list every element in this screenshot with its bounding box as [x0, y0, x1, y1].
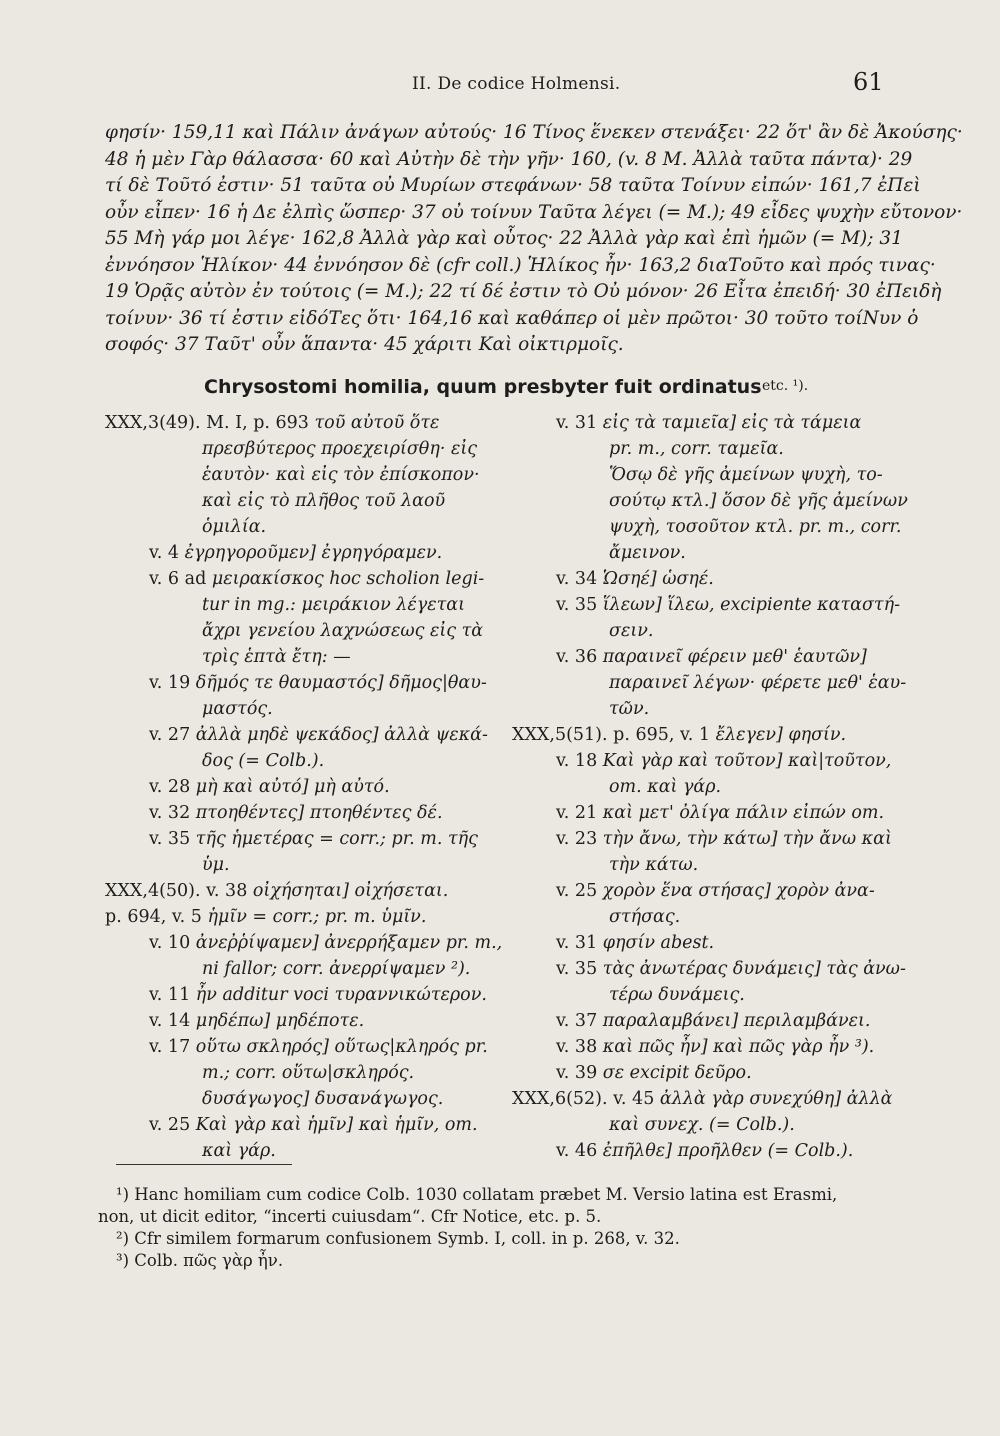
apparatus-entry	[512, 696, 912, 722]
entry-text: ἀλλὰ γὰρ συνεχύθη] ἀλλὰ	[654, 1089, 893, 1109]
paragraph-line: 48 ἡ μὲν Γὰρ θάλασσα· 60 καὶ Αὐτὴν δὲ τὴν γῆν· 160, (v. 8 M. Ἀλλὰ ταῦτα πάντα)· 29	[105, 148, 913, 170]
apparatus-entry	[105, 592, 505, 618]
entry-text: ἄχρι γενείου λαχνώσεως εἰς τὰ	[202, 621, 484, 641]
apparatus-entry	[512, 1086, 912, 1112]
apparatus-entry	[512, 436, 912, 462]
entry-text: παραλαμβάνει] περιλαμβάνει.	[597, 1011, 871, 1031]
entry-reference: p. 694, v. 5	[105, 907, 202, 927]
entry-reference: v. 25	[149, 1115, 191, 1135]
entry-reference: v. 10	[149, 933, 191, 953]
apparatus-entry	[512, 488, 912, 514]
apparatus-entry	[105, 1060, 505, 1086]
entry-reference: v. 14	[149, 1011, 191, 1031]
paragraph-line: οὖν εἶπεν· 16 ἡ Δε ἐλπὶς ὥσπερ· 37 οὐ τοίνυν Ταῦτα λέγει (= M.); 49 εἶδες ψυχὴν εὔτονον·	[105, 201, 963, 223]
entry-text: ψυχὴ, τοσοῦτον κτλ. pr. m., corr.	[609, 517, 902, 537]
entry-reference: v. 36	[556, 647, 598, 667]
entry-reference: v. 35	[149, 829, 191, 849]
footnote-line: non, ut dicit editor, “incerti cuiusdam“. Cfr Notice, etc. p. 5.	[98, 1207, 602, 1226]
top-paragraph	[105, 120, 963, 359]
entry-text: ἵλεων] ἵλεω, excipiente καταστή-	[597, 595, 900, 615]
apparatus-entry	[512, 982, 912, 1008]
apparatus-entry	[105, 930, 505, 956]
entry-text: pr. m., corr. ταμεῖα.	[609, 439, 784, 459]
entry-reference: v. 28	[149, 777, 191, 797]
apparatus-entry	[512, 826, 912, 852]
apparatus-entry	[105, 1138, 505, 1164]
entry-reference: v. 32	[149, 803, 191, 823]
apparatus-entry	[512, 956, 912, 982]
apparatus-entry	[105, 462, 505, 488]
footnote-line: ²) Cfr similem formarum confusionem Symb. I, coll. in p. 268, v. 32.	[116, 1229, 680, 1248]
right-column	[512, 410, 912, 1164]
entry-reference: v. 21	[556, 803, 598, 823]
apparatus-entry	[512, 722, 912, 748]
entry-text: σειν.	[609, 621, 654, 641]
entry-text: tur in mg.: μειράκιον λέγεται	[202, 595, 465, 615]
entry-text: δυσάγωγος] δυσανάγωγος.	[202, 1089, 444, 1109]
apparatus-entry	[105, 852, 505, 878]
paragraph-line: τί δὲ Τοῦτό ἐστιν· 51 ταῦτα οὐ Μυρίων στεφάνων· 58 ταῦτα Τοίνυν εἰπών· 161,7 ἐΠεὶ	[105, 175, 921, 196]
entry-text: ἐγρηγοροῦμεν] ἐγρηγόραμεν.	[179, 543, 443, 563]
entry-text: παραινεῖ φέρειν μεθ' ἑαυτῶν]	[597, 647, 867, 667]
entry-reference: v. 11	[149, 985, 191, 1005]
apparatus-entry	[105, 956, 505, 982]
apparatus-entry	[512, 930, 912, 956]
entry-text: καὶ μετ' ὀλίγα πάλιν εἰπών om.	[597, 803, 885, 823]
entry-text: μαστός.	[202, 699, 273, 719]
apparatus-entry	[105, 410, 505, 436]
apparatus-entry	[105, 566, 505, 592]
apparatus-entry	[512, 852, 912, 878]
apparatus-entry	[105, 696, 505, 722]
apparatus-entry	[512, 566, 912, 592]
apparatus-entry	[512, 540, 912, 566]
apparatus-entry	[105, 514, 505, 540]
entry-text: τὴν κάτω.	[609, 855, 699, 875]
entry-reference: v. 23	[556, 829, 598, 849]
entry-text: χορὸν ἕνα στήσας] χορὸν ἀνα-	[597, 881, 875, 901]
footnote-line: ¹) Hanc homiliam cum codice Colb. 1030 collatam præbet M. Versio latina est Erasmi,	[116, 1185, 838, 1204]
entry-reference: v. 37	[556, 1011, 598, 1031]
paragraph-line: 55 Μὴ γάρ μοι λέγε· 162,8 Ἀλλὰ γὰρ καὶ οὗτος· 22 Ἀλλὰ γὰρ καὶ ἐπὶ ἡμῶν (= M); 31	[105, 228, 903, 249]
apparatus-entry	[512, 592, 912, 618]
entry-text: ἡμῖν = corr.; pr. m. ὑμῖν.	[201, 907, 427, 927]
entry-text: τῶν.	[609, 699, 650, 719]
entry-text: ἑαυτὸν· καὶ εἰς τὸν ἐπίσκοπον·	[202, 465, 480, 485]
apparatus-entry	[512, 462, 912, 488]
entry-text: μηδέπω] μηδέποτε.	[190, 1011, 365, 1031]
entry-text: ἀνεῤῥίψαμεν] ἀνερρήξαμεν pr. m.,	[190, 933, 503, 953]
entry-reference: v. 46	[556, 1141, 598, 1161]
entry-reference: v. 17	[149, 1037, 191, 1057]
entry-text: σούτῳ κτλ.] ὅσον δὲ γῆς ἀμείνων	[609, 491, 908, 511]
entry-text: Ὡσηέ] ὡσηέ.	[597, 569, 714, 589]
apparatus-entry	[105, 878, 505, 904]
apparatus-entry	[105, 670, 505, 696]
entry-text: παραινεῖ λέγων· φέρετε μεθ' ἑαυ-	[609, 673, 907, 693]
apparatus-entry	[512, 410, 912, 436]
entry-text: m.; corr. οὕτω|σκληρός.	[202, 1063, 415, 1083]
entry-reference: v. 27	[149, 725, 191, 745]
paragraph-line: φησίν· 159,11 καὶ Πάλιν ἀνάγων αὐτούς· 16 Τίνος ἕνεκεν στενάξει· 22 ὅτ' ἂν δὲ Ἀκούσης·	[105, 122, 963, 143]
apparatus-entry	[105, 800, 505, 826]
apparatus-entry	[105, 618, 505, 644]
entry-text: μὴ καὶ αὐτό] μὴ αὐτό.	[190, 777, 390, 797]
entry-reference: XXX,3(49). M. I, p. 693	[105, 413, 309, 433]
entry-reference: v. 25	[556, 881, 598, 901]
entry-text: μειρακίσκος hoc scholion legi-	[206, 569, 485, 589]
paragraph-line: τοίνυν· 36 τί ἐστιν εἰδόΤες ὅτι· 164,16 καὶ καθάπερ οἱ μὲν πρῶτοι· 30 τοῦτο τοίΝυν ὁ	[105, 307, 919, 329]
apparatus-entry	[105, 826, 505, 852]
entry-text: τοῦ αὐτοῦ ὅτε	[308, 413, 440, 433]
apparatus-entry	[512, 904, 912, 930]
entry-text: δῆμός τε θαυμαστός] δῆμος|θαυ-	[190, 673, 487, 693]
apparatus-entry	[512, 514, 912, 540]
apparatus-entry	[105, 1112, 505, 1138]
apparatus-entry	[512, 1112, 912, 1138]
footnotes	[98, 1184, 916, 1272]
entry-text: ἦν additur voci τυραννικώτερον.	[190, 985, 487, 1005]
apparatus-entry	[105, 644, 505, 670]
entry-text: σε excipit δεῦρο.	[597, 1063, 752, 1083]
entry-text: Καὶ γὰρ καὶ τοῦτον] καὶ|τοῦτον,	[597, 751, 892, 771]
section-heading-etc: etc. ¹).	[762, 378, 809, 394]
entry-text: καὶ εἰς τὸ πλῆθος τοῦ λαοῦ	[202, 491, 446, 511]
entry-reference: v. 34	[556, 569, 598, 589]
running-title: II. De codice Holmensi.	[412, 74, 621, 94]
apparatus-entry	[512, 878, 912, 904]
apparatus-entry	[105, 1086, 505, 1112]
entry-text: στήσας.	[609, 907, 681, 927]
apparatus-entry	[512, 644, 912, 670]
apparatus-entry	[105, 540, 505, 566]
running-header	[0, 68, 1000, 98]
apparatus-entry	[105, 904, 505, 930]
entry-text: Ὅσῳ δὲ γῆς ἀμείνων ψυχὴ, το-	[609, 465, 883, 485]
paragraph-line: σοφός· 37 Ταῦτ' οὖν ἅπαντα· 45 χάριτι Καὶ οἰκτιρμοῖς.	[105, 334, 624, 355]
entry-text: Καὶ γὰρ καὶ ἡμῖν] καὶ ἡμῖν, om.	[190, 1115, 478, 1135]
entry-text: ἔλεγεν] φησίν.	[710, 725, 847, 745]
entry-reference: v. 6 ad	[149, 569, 207, 589]
apparatus-entry	[512, 1138, 912, 1164]
entry-text: πτοηθέντες] πτοηθέντες δέ.	[190, 803, 443, 823]
apparatus-entry	[512, 774, 912, 800]
apparatus-entry	[512, 670, 912, 696]
apparatus-entry	[105, 722, 505, 748]
entry-text: φησίν abest.	[597, 933, 715, 953]
entry-reference: v. 19	[149, 673, 191, 693]
section-heading-title: Chrysostomi homilia, quum presbyter fuit ordinatus	[204, 376, 762, 398]
apparatus-entry	[105, 748, 505, 774]
entry-text: τέρω δυνάμεις.	[609, 985, 745, 1005]
entry-reference: v. 38	[556, 1037, 598, 1057]
entry-reference: v. 31	[556, 933, 598, 953]
apparatus-entry	[512, 1060, 912, 1086]
entry-reference: v. 35	[556, 595, 598, 615]
apparatus-entry	[105, 774, 505, 800]
entry-reference: XXX,4(50). v. 38	[105, 881, 248, 901]
entry-text: οὕτω σκληρός] οὕτως|κληρός pr.	[190, 1037, 488, 1057]
entry-text: ὁμιλία.	[202, 517, 267, 537]
entry-text: δος (= Colb.).	[202, 751, 325, 771]
entry-text: ni fallor; corr. ἀνερρίψαμεν ²).	[202, 959, 471, 979]
apparatus-entry	[512, 618, 912, 644]
entry-text: καὶ πῶς ἦν] καὶ πῶς γὰρ ἦν ³).	[597, 1037, 875, 1057]
apparatus-entry	[105, 488, 505, 514]
footnote-line: ³) Colb. πῶς γὰρ ἦν.	[116, 1251, 284, 1270]
entry-reference: XXX,6(52). v. 45	[512, 1089, 655, 1109]
entry-text: τῆς ἡμετέρας = corr.; pr. m. τῆς	[190, 829, 478, 849]
paragraph-line: 19 Ὁρᾷς αὐτὸν ἐν τούτοις (= M.); 22 τί δέ ἐστιν τὸ Οὐ μόνον· 26 Εἶτα ἐπειδή· 30 ἐΠειδὴ	[105, 281, 942, 302]
paragraph-line: ἐννόησον Ἡλίκον· 44 ἐννόησον δὲ (cfr coll.) Ἡλίκος ἦν· 163,2 διαΤοῦτο καὶ πρός τινας·	[105, 254, 936, 276]
entry-text: τὴν ἄνω, τὴν κάτω] τὴν ἄνω καὶ	[597, 829, 892, 849]
entry-text: τὰς ἀνωτέρας δυνάμεις] τὰς ἀνω-	[597, 959, 906, 979]
entry-text: καὶ γάρ.	[202, 1141, 276, 1161]
entry-text: οἰχήσηται] οἰχήσεται.	[247, 881, 449, 901]
entry-reference: XXX,5(51). p. 695, v. 1	[512, 725, 711, 745]
apparatus-entry	[512, 1034, 912, 1060]
apparatus-entry	[512, 800, 912, 826]
entry-text: καὶ συνεχ. (= Colb.).	[609, 1115, 795, 1135]
entry-reference: v. 18	[556, 751, 598, 771]
entry-text: ὑμ.	[202, 855, 230, 875]
apparatus-entry	[105, 982, 505, 1008]
left-column	[105, 410, 505, 1164]
apparatus-entry	[512, 748, 912, 774]
entry-text: πρεσβύτερος προεχειρίσθη· εἰς	[202, 439, 478, 459]
apparatus-entry	[105, 1034, 505, 1060]
footnote-rule	[116, 1164, 292, 1165]
entry-reference: v. 31	[556, 413, 598, 433]
apparatus-entry	[105, 1008, 505, 1034]
entry-text: ἀλλὰ μηδὲ ψεκάδος] ἀλλὰ ψεκά-	[190, 725, 488, 745]
entry-text: εἰς τὰ ταμιεῖα] εἰς τὰ τάμεια	[597, 413, 862, 433]
entry-text: ἐπῆλθε] προῆλθεν (= Colb.).	[597, 1141, 854, 1161]
entry-reference: v. 35	[556, 959, 598, 979]
apparatus-entry	[105, 436, 505, 462]
page-number: 61	[853, 68, 884, 96]
entry-text: τρὶς ἑπτὰ ἔτη: —	[202, 647, 351, 667]
apparatus-entry	[512, 1008, 912, 1034]
entry-reference: v. 39	[556, 1063, 598, 1083]
entry-text: om. καὶ γάρ.	[609, 777, 722, 797]
entry-text: ἄμεινον.	[609, 543, 686, 563]
entry-reference: v. 4	[149, 543, 180, 563]
